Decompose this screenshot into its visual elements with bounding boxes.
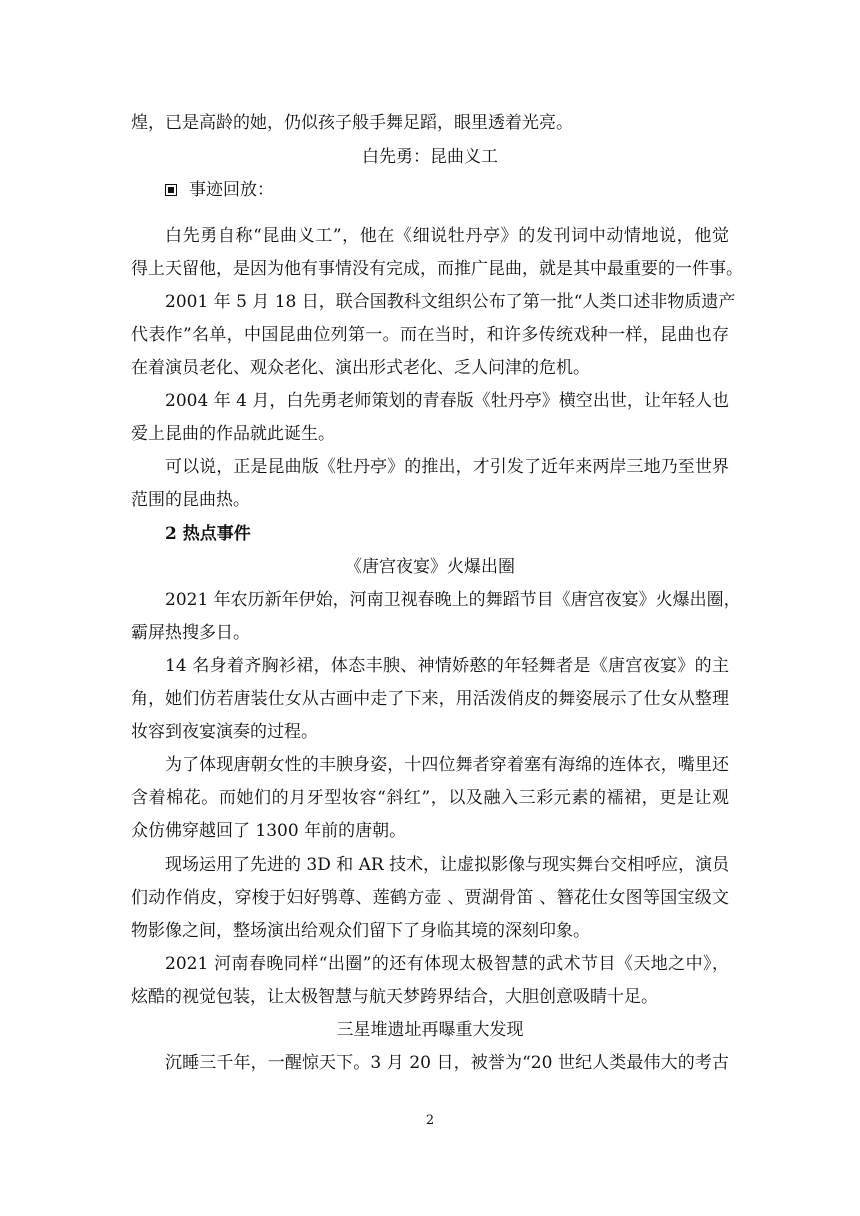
paragraph-line: 14 名身着齐胸衫裙，体态丰腴、神情娇憨的年轻舞者是《唐宫夜宴》的主 [165,656,729,676]
paragraph-line: 角，她们仿若唐装仕女从古画中走了下来，用活泼俏皮的舞姿展示了仕女从整理 [131,689,729,709]
paragraph-line: 得上天留他，是因为他有事情没有完成，而推广昆曲，就是其中最重要的一件事。 [131,259,743,279]
page-number: 2 [425,1113,435,1128]
paragraph-line: 爱上昆曲的作品就此诞生。 [131,424,335,444]
paragraph-line: 在着演员老化、观众老化、演出形式老化、乏人问津的危机。 [131,358,590,378]
paragraph-line: 白先勇自称“昆曲义工”，他在《细说牡丹亭》的发刊词中动情地说，他觉 [165,226,729,246]
paragraph-line: 2004 年 4 月，白先勇老师策划的青春版《牡丹亭》横空出世，让年轻人也 [165,391,729,411]
paragraph-line: 含着棉花。而她们的月牙型妆容“斜红”，以及融入三彩元素的襦裙，更是让观 [131,788,729,808]
paragraph-line: 可以说，正是昆曲版《牡丹亭》的推出，才引发了近年来两岸三地乃至世界 [165,457,729,477]
section-title: 三星堆遗址再曝重大发现 [336,1020,524,1040]
paragraph-line: 霸屏热搜多日。 [131,623,250,643]
paragraph-line: 为了体现唐朝女性的丰腴身姿，十四位舞者穿着塞有海绵的连体衣，嘴里还 [165,755,729,775]
square-bullet-icon [165,184,177,196]
paragraph-line: 沉睡三千年，一醒惊天下。3 月 20 日，被誉为“20 世纪人类最伟大的考古 [165,1053,729,1073]
paragraph-line: 2001 年 5 月 18 日，联合国教科文组织公布了第一批“人类口述非物质遗产 [165,292,736,312]
paragraph-line: 妆容到夜宴演奏的过程。 [131,722,318,742]
paragraph-line: 代表作”名单，中国昆曲位列第一。而在当时，和许多传统戏种一样，昆曲也存 [131,325,729,345]
paragraph-line: 众仿佛穿越回了 1300 年前的唐朝。 [131,821,407,841]
paragraph-line: 炫酷的视觉包装，让太极智慧与航天梦跨界结合，大胆创意吸睛十足。 [131,987,658,1007]
paragraph-line: 范围的昆曲热。 [131,490,250,510]
paragraph-line: 现场运用了先进的 3D 和 AR 技术，让虚拟影像与现实舞台交相呼应，演员 [165,855,730,875]
paragraph-line: 们动作俏皮，穿梭于妇好鸮尊、莲鹤方壶 、贾湖骨笛 、簪花仕女图等国宝级文 [131,888,729,908]
recap-label: 事迹回放： [165,178,274,202]
paragraph-line: 2021 年农历新年伊始，河南卫视春晚上的舞蹈节目《唐宫夜宴》火爆出圈， [165,590,741,610]
paragraph-line: 煌，已是高龄的她，仍似孩子般手舞足蹈，眼里透着光亮。 [131,113,573,133]
section-title: 《唐宫夜宴》火爆出圈 [345,557,515,577]
paragraph-line: 物影像之间，整场演出给观众们留下了身临其境的深刻印象。 [131,921,590,941]
section-heading: 2 热点事件 [165,524,251,544]
section-title: 白先勇：昆曲义工 [362,147,498,167]
paragraph-line: 2021 河南春晚同样“出圈”的还有体现太极智慧的武术节目《天地之中》， [165,954,729,974]
